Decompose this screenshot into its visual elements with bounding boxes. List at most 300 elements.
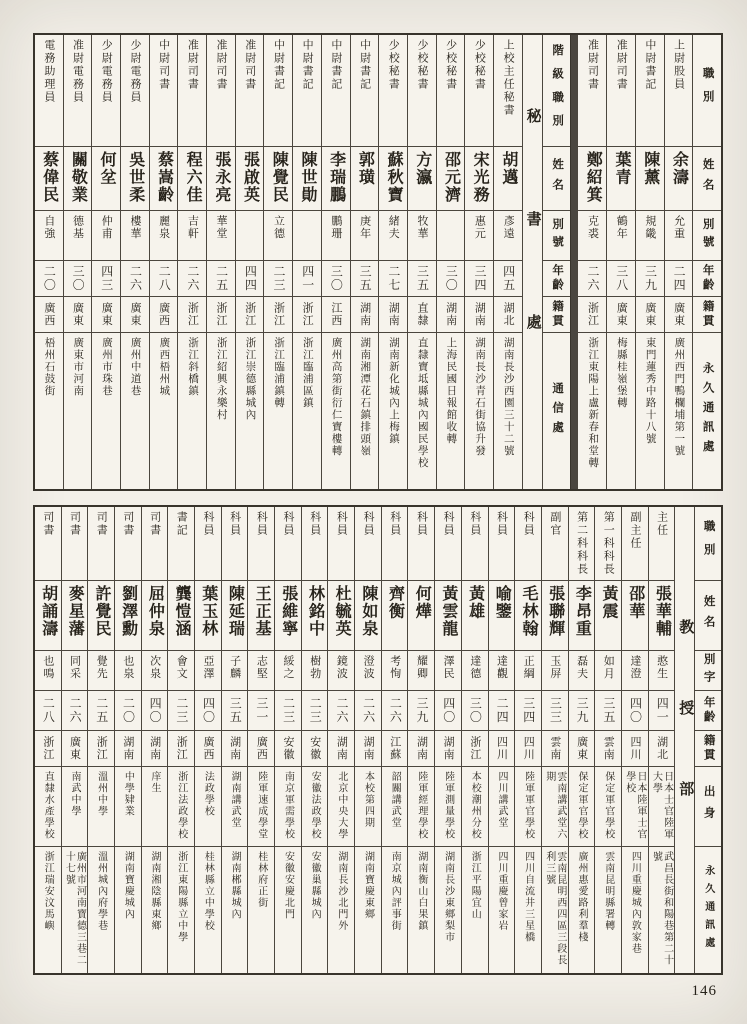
alias-value: 覺先 bbox=[95, 655, 108, 680]
address-value: 浙江崇德縣城內 bbox=[244, 337, 256, 421]
alias-value: 考恂 bbox=[388, 655, 401, 680]
origin-cell bbox=[264, 297, 292, 333]
rank-cell bbox=[88, 507, 114, 581]
address-cell bbox=[302, 847, 328, 973]
name-value: 何坌 bbox=[98, 151, 116, 186]
age-value: 四〇 bbox=[628, 697, 643, 724]
alias-cell bbox=[150, 211, 178, 261]
rank-value: 中尉司書 bbox=[157, 39, 170, 91]
education-value: 陸軍軍官學校 bbox=[522, 771, 534, 840]
origin-cell bbox=[437, 297, 465, 333]
rank-cell bbox=[64, 35, 92, 147]
person-column bbox=[327, 507, 354, 973]
alias-cell bbox=[569, 651, 595, 691]
origin-cell bbox=[195, 731, 221, 767]
origin-cell bbox=[88, 731, 114, 767]
address-cell bbox=[494, 333, 522, 489]
person-column bbox=[61, 507, 88, 973]
address-value: 浙江平陽宜山 bbox=[469, 851, 481, 920]
age-cell bbox=[195, 691, 221, 731]
name-value: 張聯輝 bbox=[546, 585, 564, 638]
age-value: 二八 bbox=[41, 697, 56, 724]
age-cell bbox=[88, 691, 114, 731]
alias-cell bbox=[607, 211, 635, 261]
alias-value: 允重 bbox=[672, 215, 685, 240]
origin-value: 雲南 bbox=[548, 736, 561, 761]
origin-value: 浙江 bbox=[186, 302, 199, 327]
origin-value: 四川 bbox=[495, 736, 508, 761]
age-cell bbox=[494, 261, 522, 297]
name-cell bbox=[693, 147, 721, 211]
origin-value: 廣西 bbox=[201, 736, 214, 761]
alias-cell bbox=[236, 211, 264, 261]
person-column bbox=[141, 507, 168, 973]
alias-cell bbox=[435, 651, 461, 691]
age-value: 二三 bbox=[281, 697, 296, 724]
rank-value: 科員 bbox=[522, 511, 535, 537]
rank-value: 司書 bbox=[68, 511, 81, 537]
alias-cell bbox=[622, 651, 648, 691]
education-label: 出身 bbox=[702, 785, 715, 828]
alias-cell bbox=[462, 651, 488, 691]
origin-cell bbox=[462, 731, 488, 767]
age-label: 年齡 bbox=[702, 696, 715, 725]
origin-value: 安徽 bbox=[308, 736, 321, 761]
education-cell bbox=[195, 767, 221, 847]
person-column bbox=[568, 507, 595, 973]
origin-cell bbox=[636, 297, 664, 333]
age-value: 二四 bbox=[495, 697, 510, 724]
alias-cell bbox=[322, 211, 350, 261]
name-cell bbox=[351, 147, 379, 211]
origin-cell bbox=[322, 297, 350, 333]
education-value: 南武中學 bbox=[68, 771, 80, 817]
origin-value: 廣西 bbox=[255, 736, 268, 761]
origin-cell bbox=[142, 731, 168, 767]
address-value: 直隸寶坻縣城內國民學校 bbox=[416, 337, 428, 469]
age-value: 四一 bbox=[300, 265, 315, 292]
origin-label: 籍貫 bbox=[551, 300, 564, 329]
rank-value: 科員 bbox=[335, 511, 348, 537]
rank-value: 少校秘書 bbox=[415, 39, 428, 91]
rank-cell bbox=[355, 507, 381, 581]
age-cell bbox=[382, 691, 408, 731]
origin-cell bbox=[115, 731, 141, 767]
rank-cell bbox=[248, 507, 274, 581]
address-cell bbox=[515, 847, 541, 973]
name-cell bbox=[195, 581, 221, 651]
alias-cell bbox=[248, 651, 274, 691]
alias-value: 也泉 bbox=[121, 655, 134, 680]
name-value: 劉澤勳 bbox=[119, 585, 137, 638]
address-label: 通信處 bbox=[551, 381, 564, 441]
address-cell bbox=[408, 333, 436, 489]
education-cell bbox=[355, 767, 381, 847]
name-cell bbox=[35, 147, 63, 211]
name-cell bbox=[355, 581, 381, 651]
person-column bbox=[263, 35, 292, 489]
rank-cell bbox=[543, 35, 571, 147]
person-column bbox=[114, 507, 141, 973]
rank-cell bbox=[595, 507, 621, 581]
address-cell bbox=[328, 847, 354, 973]
age-cell bbox=[578, 261, 606, 297]
address-value: 浙江臨浦鎮轉 bbox=[273, 337, 285, 409]
rank-cell bbox=[35, 35, 63, 147]
age-value: 四一 bbox=[655, 697, 670, 724]
alias-cell bbox=[649, 651, 675, 691]
section-name-strip bbox=[522, 35, 542, 489]
origin-cell bbox=[351, 297, 379, 333]
rank-value: 書記 bbox=[175, 511, 188, 537]
origin-cell bbox=[275, 731, 301, 767]
age-cell bbox=[92, 261, 120, 297]
rank-cell bbox=[236, 35, 264, 147]
age-cell bbox=[150, 261, 178, 297]
person-column bbox=[434, 507, 461, 973]
age-cell bbox=[351, 261, 379, 297]
rank-cell bbox=[462, 507, 488, 581]
origin-label: 籍貫 bbox=[702, 734, 715, 763]
person-column bbox=[274, 507, 301, 973]
address-value: 湖南長沙東鄉梨市 bbox=[442, 851, 454, 943]
age-cell bbox=[355, 691, 381, 731]
name-value: 葉玉林 bbox=[199, 585, 217, 638]
address-cell bbox=[542, 847, 568, 973]
rank-cell bbox=[695, 507, 721, 581]
age-cell bbox=[35, 691, 61, 731]
name-value: 關敬業 bbox=[69, 151, 87, 204]
rank-value: 科員 bbox=[308, 511, 321, 537]
name-value: 何燁 bbox=[413, 585, 431, 620]
education-cell bbox=[542, 767, 568, 847]
education-cell bbox=[515, 767, 541, 847]
name-label: 姓名 bbox=[701, 158, 714, 199]
alias-value: 鏡波 bbox=[335, 655, 348, 680]
address-value: 廣東市河南 bbox=[72, 337, 84, 397]
rank-cell bbox=[382, 507, 408, 581]
name-cell bbox=[595, 581, 621, 651]
alias-value: 緒夫 bbox=[387, 215, 400, 240]
origin-value: 廣東 bbox=[643, 302, 656, 327]
address-cell bbox=[569, 847, 595, 973]
age-cell bbox=[379, 261, 407, 297]
section-divider-bar bbox=[570, 35, 577, 489]
address-value: 廣州市河南寶德三巷二十七號 bbox=[63, 851, 86, 966]
age-value: 四〇 bbox=[201, 697, 216, 724]
age-cell bbox=[322, 261, 350, 297]
origin-cell bbox=[207, 297, 235, 333]
alias-cell bbox=[351, 211, 379, 261]
origin-cell bbox=[542, 731, 568, 767]
age-value: 二六 bbox=[388, 697, 403, 724]
address-value: 廣州惠愛路利羣棧 bbox=[576, 851, 587, 943]
section-labels-column bbox=[542, 35, 571, 489]
age-value: 三五 bbox=[415, 265, 430, 292]
person-column bbox=[648, 507, 675, 973]
address-value: 安徽巢縣城內 bbox=[309, 851, 321, 920]
age-value: 三四 bbox=[521, 697, 536, 724]
age-value: 三五 bbox=[358, 265, 373, 292]
alias-value: 子麟 bbox=[228, 655, 241, 680]
alias-label: 別號 bbox=[701, 218, 714, 253]
alias-value: 綏之 bbox=[282, 655, 294, 680]
alias-value: 玉屏 bbox=[548, 655, 561, 680]
origin-cell bbox=[693, 297, 721, 333]
education-value: 直隸水產學校 bbox=[42, 771, 54, 840]
name-value: 吳世柔 bbox=[126, 151, 144, 204]
address-cell bbox=[35, 333, 63, 489]
person-column bbox=[149, 35, 178, 489]
address-cell bbox=[88, 847, 114, 973]
age-cell bbox=[636, 261, 664, 297]
address-cell bbox=[142, 847, 168, 973]
origin-value: 廣東 bbox=[128, 302, 141, 327]
alias-cell bbox=[115, 651, 141, 691]
education-value: 陸軍速成學堂 bbox=[255, 771, 267, 840]
address-cell bbox=[115, 847, 141, 973]
education-cell bbox=[435, 767, 461, 847]
rank-value: 中尉書記 bbox=[358, 39, 371, 91]
name-value: 蔡偉民 bbox=[40, 151, 58, 204]
education-cell bbox=[569, 767, 595, 847]
rank-value: 少尉電務員 bbox=[100, 39, 113, 104]
rank-cell bbox=[435, 507, 461, 581]
rank-value: 第二科科長 bbox=[575, 511, 588, 576]
education-value: 溫州中學 bbox=[95, 771, 107, 817]
name-cell bbox=[408, 147, 436, 211]
alias-cell bbox=[465, 211, 493, 261]
rank-cell bbox=[665, 35, 693, 147]
address-cell bbox=[121, 333, 149, 489]
age-cell bbox=[35, 261, 63, 297]
origin-cell bbox=[35, 731, 61, 767]
origin-cell bbox=[355, 731, 381, 767]
alias-cell bbox=[408, 211, 436, 261]
address-cell bbox=[150, 333, 178, 489]
name-value: 許覺民 bbox=[92, 585, 110, 638]
name-cell bbox=[88, 581, 114, 651]
age-cell bbox=[569, 691, 595, 731]
name-value: 蔡嵩齡 bbox=[155, 151, 173, 204]
age-cell bbox=[64, 261, 92, 297]
name-value: 余濤 bbox=[670, 151, 688, 186]
row-labels-column bbox=[694, 507, 721, 973]
age-value: 二三 bbox=[174, 697, 189, 724]
rank-value: 第一科科長 bbox=[602, 511, 615, 576]
address-cell bbox=[168, 847, 194, 973]
age-value: 三〇 bbox=[444, 265, 459, 292]
origin-label: 籍貫 bbox=[701, 300, 714, 329]
origin-cell bbox=[92, 297, 120, 333]
origin-cell bbox=[408, 731, 434, 767]
row-labels-column bbox=[692, 35, 721, 489]
rank-cell bbox=[437, 35, 465, 147]
rank-value: 中尉書記 bbox=[329, 39, 342, 91]
rank-cell bbox=[178, 35, 206, 147]
rank-value: 准尉司書 bbox=[215, 39, 228, 91]
rank-cell bbox=[264, 35, 292, 147]
age-cell bbox=[328, 691, 354, 731]
alias-value: 憨生 bbox=[655, 655, 668, 680]
alias-value: 澄波 bbox=[362, 655, 375, 680]
age-value: 三九 bbox=[415, 697, 429, 724]
person-column bbox=[35, 507, 61, 973]
alias-cell bbox=[515, 651, 541, 691]
address-cell bbox=[607, 333, 635, 489]
origin-cell bbox=[302, 731, 328, 767]
rank-value: 科員 bbox=[468, 511, 481, 537]
name-cell bbox=[665, 147, 693, 211]
address-cell bbox=[622, 847, 648, 973]
origin-value: 江西 bbox=[329, 302, 342, 327]
education-cell bbox=[489, 767, 515, 847]
age-value: 二六 bbox=[128, 265, 143, 292]
education-value: 安徽法政學校 bbox=[309, 771, 321, 840]
address-value: 桂林府正街 bbox=[255, 851, 267, 909]
rank-value: 科員 bbox=[415, 511, 428, 537]
name-cell bbox=[382, 581, 408, 651]
origin-value: 浙江 bbox=[41, 736, 54, 761]
alias-cell bbox=[195, 651, 221, 691]
rank-label: 職別 bbox=[702, 520, 715, 567]
name-cell bbox=[578, 147, 606, 211]
address-cell bbox=[293, 333, 321, 489]
age-value: 二三 bbox=[308, 697, 323, 724]
person-column bbox=[206, 35, 235, 489]
address-value: 東門蓮秀中路十八號 bbox=[644, 337, 656, 445]
name-value: 麥星藩 bbox=[66, 585, 84, 638]
rank-cell bbox=[649, 507, 675, 581]
name-cell bbox=[636, 147, 664, 211]
alias-cell bbox=[207, 211, 235, 261]
age-cell bbox=[121, 261, 149, 297]
rank-cell bbox=[622, 507, 648, 581]
rank-value: 准尉司書 bbox=[243, 39, 256, 91]
origin-cell bbox=[435, 731, 461, 767]
age-cell bbox=[236, 261, 264, 297]
alias-value: 志堅 bbox=[255, 655, 268, 680]
person-column bbox=[235, 35, 264, 489]
rank-cell bbox=[142, 507, 168, 581]
name-value: 齊衡 bbox=[386, 585, 404, 620]
address-cell bbox=[489, 847, 515, 973]
education-value: 陸軍測量學校 bbox=[442, 771, 454, 840]
rank-value: 中尉書記 bbox=[301, 39, 314, 91]
education-cell bbox=[142, 767, 168, 847]
rank-label: 階級職別 bbox=[551, 43, 564, 138]
name-cell bbox=[569, 581, 595, 651]
origin-value: 浙江 bbox=[215, 302, 228, 327]
alias-value: 克裘 bbox=[586, 215, 599, 240]
alias-value: 澤民 bbox=[442, 655, 455, 680]
name-cell bbox=[322, 147, 350, 211]
address-cell bbox=[264, 333, 292, 489]
person-column bbox=[621, 507, 648, 973]
address-label: 永久通訊處 bbox=[702, 865, 714, 955]
age-cell bbox=[543, 261, 571, 297]
origin-value: 廣東 bbox=[100, 302, 113, 327]
education-cell bbox=[328, 767, 354, 847]
alias-cell bbox=[665, 211, 693, 261]
address-cell bbox=[408, 847, 434, 973]
address-cell bbox=[92, 333, 120, 489]
origin-cell bbox=[293, 297, 321, 333]
origin-cell bbox=[236, 297, 264, 333]
origin-value: 廣西 bbox=[157, 302, 170, 327]
name-value: 邵元濟 bbox=[442, 151, 460, 204]
address-value: 湖南湘潭花石鎮排頭嶺 bbox=[359, 337, 371, 457]
education-cell bbox=[248, 767, 274, 847]
name-cell bbox=[115, 581, 141, 651]
rank-cell bbox=[302, 507, 328, 581]
age-value: 二四 bbox=[672, 265, 687, 292]
address-value: 廣州中道巷 bbox=[129, 337, 141, 397]
age-value: 四〇 bbox=[441, 697, 456, 724]
person-column bbox=[381, 507, 408, 973]
origin-value: 江蘇 bbox=[388, 736, 401, 761]
address-value: 上海民國日報館收轉 bbox=[445, 337, 457, 445]
rank-cell bbox=[207, 35, 235, 147]
age-cell bbox=[248, 691, 274, 731]
alias-cell bbox=[408, 651, 434, 691]
address-value: 梅縣桂嶺堡轉 bbox=[615, 337, 627, 409]
address-cell bbox=[649, 847, 675, 973]
person-column bbox=[350, 35, 379, 489]
alias-cell bbox=[437, 211, 465, 261]
origin-value: 浙江 bbox=[243, 302, 256, 327]
name-cell bbox=[150, 147, 178, 211]
age-cell bbox=[693, 261, 721, 297]
rank-cell bbox=[408, 35, 436, 147]
education-value: 保定軍官學校 bbox=[576, 771, 587, 840]
address-value: 武昌長街和陽巷第二十號 bbox=[650, 851, 673, 966]
education-value: 雲南講武堂六期 bbox=[543, 771, 566, 840]
alias-value: 吉軒 bbox=[186, 215, 199, 240]
person-column bbox=[594, 507, 621, 973]
age-value: 二六 bbox=[361, 697, 376, 724]
origin-cell bbox=[569, 731, 595, 767]
age-value: 二六 bbox=[185, 265, 200, 292]
name-value: 陳覺民 bbox=[270, 151, 288, 204]
alias-value: 規畿 bbox=[643, 215, 656, 240]
education-cell bbox=[168, 767, 194, 847]
age-value: 二七 bbox=[386, 265, 401, 292]
rank-cell bbox=[636, 35, 664, 147]
rank-cell bbox=[150, 35, 178, 147]
person-column bbox=[635, 35, 664, 489]
alias-value: 牧華 bbox=[415, 215, 428, 240]
origin-cell bbox=[382, 731, 408, 767]
person-column bbox=[321, 35, 350, 489]
address-cell bbox=[462, 847, 488, 973]
rank-cell bbox=[168, 507, 194, 581]
origin-value: 廣東 bbox=[615, 302, 628, 327]
alias-value: 正綱 bbox=[522, 655, 535, 680]
rank-value: 主任 bbox=[655, 511, 668, 537]
address-cell bbox=[275, 847, 301, 973]
address-value: 南京城內評事街 bbox=[389, 851, 401, 932]
rank-value: 司書 bbox=[148, 511, 161, 537]
alias-value: 庚年 bbox=[358, 215, 371, 240]
address-value: 安徽安慶北門 bbox=[282, 851, 294, 920]
origin-cell bbox=[465, 297, 493, 333]
age-cell bbox=[515, 691, 541, 731]
age-cell bbox=[142, 691, 168, 731]
name-value: 葉青 bbox=[612, 151, 630, 186]
rank-value: 科員 bbox=[495, 511, 508, 537]
alias-label: 別號 bbox=[551, 218, 564, 253]
